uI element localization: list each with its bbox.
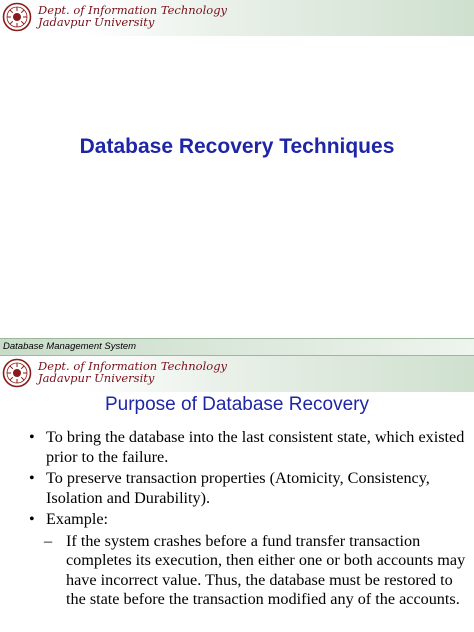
bullet-item — [0, 469, 474, 508]
footer-course-name: Database Management System — [3, 341, 137, 352]
sub-bullet-item — [0, 532, 474, 610]
department-label — [38, 360, 227, 384]
university-name: Jadavpur University — [38, 15, 155, 29]
slide-footer — [0, 338, 474, 356]
bullet-dot-icon: • — [29, 469, 35, 487]
content-slide — [0, 356, 474, 632]
bullet-text: Example: — [46, 510, 109, 528]
bullet-dot-icon: • — [29, 428, 35, 446]
university-name: Jadavpur University — [38, 371, 155, 385]
university-seal-icon — [2, 2, 32, 32]
bullet-text: To bring the database into the last consistent state, which existed prior to the failure. — [46, 428, 465, 466]
slide-title: Purpose of Database Recovery — [104, 394, 370, 415]
slide-header — [0, 0, 474, 36]
slide-title: Database Recovery Techniques — [79, 135, 395, 158]
bullet-list — [0, 428, 474, 610]
bullet-item — [0, 510, 474, 530]
sub-bullet-text: If the system crashes before a fund transfer transaction completes its execution, then either one or both accounts may have incorrect value. Thus, the database must be restored to the state before the transaction modified any of the accounts. — [66, 531, 466, 608]
dash-icon: – — [44, 531, 53, 550]
bullet-dot-icon: • — [29, 510, 35, 528]
department-name: Dept. of Information Technology — [38, 3, 228, 17]
slide-header — [0, 356, 474, 392]
department-name: Dept. of Information Technology — [38, 359, 228, 373]
bullet-text: To preserve transaction properties (Atomicity, Consistency, Isolation and Durability). — [46, 469, 430, 507]
department-label — [38, 4, 227, 28]
university-seal-icon — [2, 358, 32, 388]
bullet-item — [0, 428, 474, 467]
